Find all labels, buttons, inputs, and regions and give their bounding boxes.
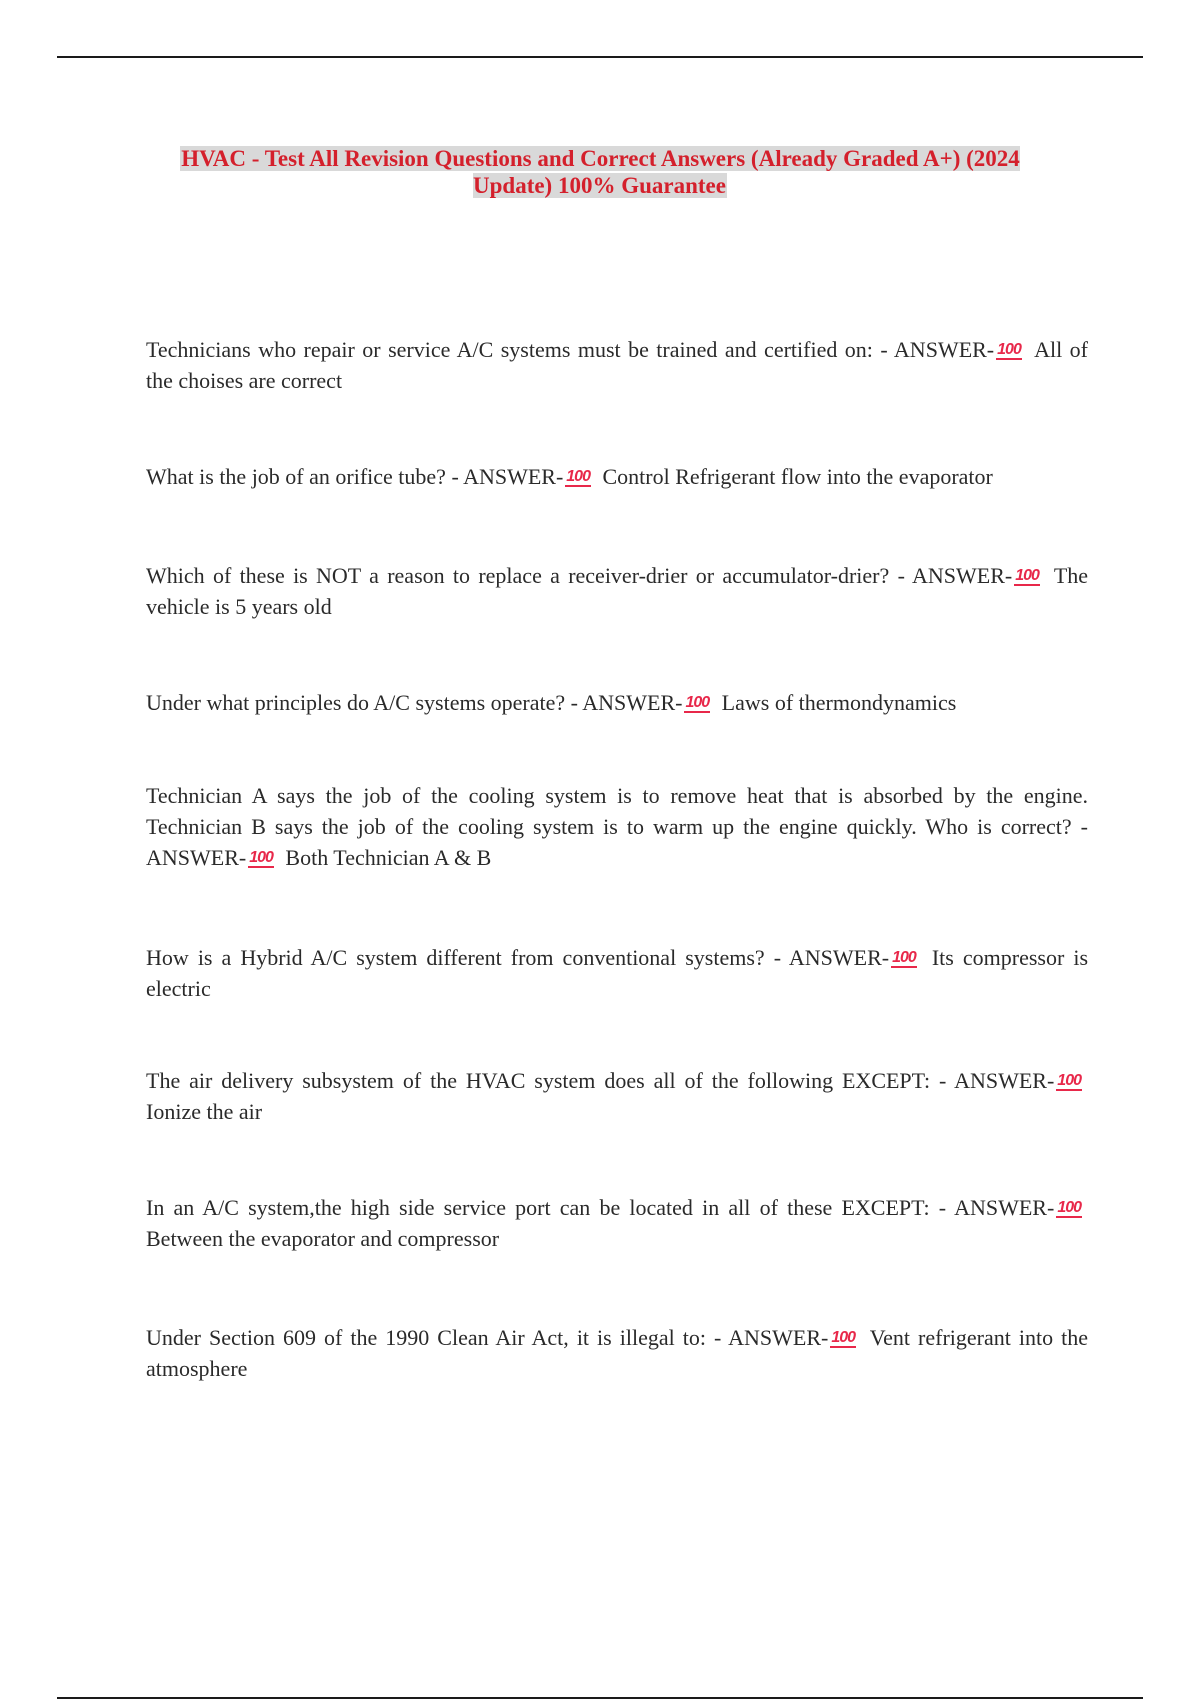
hundred-points-icon: 100 [997, 341, 1021, 358]
qa-item-4 [146, 687, 1088, 718]
question-text: How is a Hybrid A/C system different from conventional systems? [146, 945, 765, 970]
answer-marker: - ANSWER- [773, 945, 890, 970]
hundred-points-icon: 100 [249, 849, 273, 866]
answer-marker: - ANSWER- [880, 337, 995, 362]
qa-item-9 [146, 1322, 1088, 1384]
answer-marker: - ANSWER- [146, 814, 1088, 870]
qa-item-7 [146, 1065, 1088, 1127]
qa-item-5 [146, 780, 1088, 873]
document-title [140, 145, 1060, 199]
answer-text: Between the evaporator and compressor [146, 1226, 500, 1251]
question-text: The air delivery subsystem of the HVAC system does all of the following EXCEPT: [146, 1068, 931, 1093]
answer-text: Its compressor is electric [146, 945, 1089, 1001]
header-rule [57, 56, 1143, 58]
question-text: Which of these is NOT a reason to replace a receiver-drier or accumulator-drier? [146, 563, 890, 588]
hundred-points-icon: 100 [685, 694, 710, 711]
footer-rule [57, 1697, 1143, 1699]
answer-text: Control Refrigerant flow into the evaporator [602, 464, 993, 489]
question-text: What is the job of an orifice tube? [146, 464, 446, 489]
answer-marker: - ANSWER- [714, 1325, 829, 1350]
qa-item-6 [146, 942, 1088, 1004]
qa-item-3 [146, 560, 1088, 622]
answer-text: Ionize the air [146, 1099, 263, 1124]
answer-text: Laws of thermondynamics [721, 690, 957, 715]
answer-text: Vent refrigerant into the atmosphere [146, 1325, 1089, 1381]
answer-text: The vehicle is 5 years old [146, 563, 1089, 619]
answer-text: Both Technician A & B [285, 845, 492, 870]
qa-item-2 [146, 461, 1088, 492]
question-text: Technician A says the job of the cooling system is to remove heat that is absorbed by the engine. Technician B says the job of the cooling system is to warm up the engine quickly. Who is correct? [146, 783, 1088, 839]
hundred-points-icon: 100 [566, 468, 590, 485]
answer-marker: - ANSWER- [939, 1068, 1055, 1093]
question-text: In an A/C system,the high side service port can be located in all of these EXCEPT: [146, 1195, 930, 1220]
hundred-points-icon: 100 [892, 949, 916, 966]
hundred-points-icon: 100 [1057, 1199, 1082, 1216]
hundred-points-icon: 100 [831, 1329, 856, 1346]
hundred-points-icon: 100 [1015, 567, 1039, 584]
document-title-text: HVAC - Test All Revision Questions and Correct Answers (Already Graded A+) (2024 Update) 100% Guarantee [181, 146, 1020, 198]
answer-marker: - ANSWER- [570, 690, 683, 715]
question-text: Under what principles do A/C systems operate? [146, 690, 566, 715]
answer-marker: - ANSWER- [938, 1195, 1055, 1220]
question-text: Technicians who repair or service A/C systems must be trained and certified on: [146, 337, 873, 362]
qa-item-8 [146, 1192, 1088, 1254]
hundred-points-icon: 100 [1057, 1072, 1081, 1089]
qa-item-1 [146, 334, 1088, 396]
answer-text: All of the choises are correct [146, 337, 1088, 393]
answer-marker: - ANSWER- [897, 563, 1013, 588]
answer-marker: - ANSWER- [451, 464, 564, 489]
question-text: Under Section 609 of the 1990 Clean Air Act, it is illegal to: [146, 1325, 706, 1350]
